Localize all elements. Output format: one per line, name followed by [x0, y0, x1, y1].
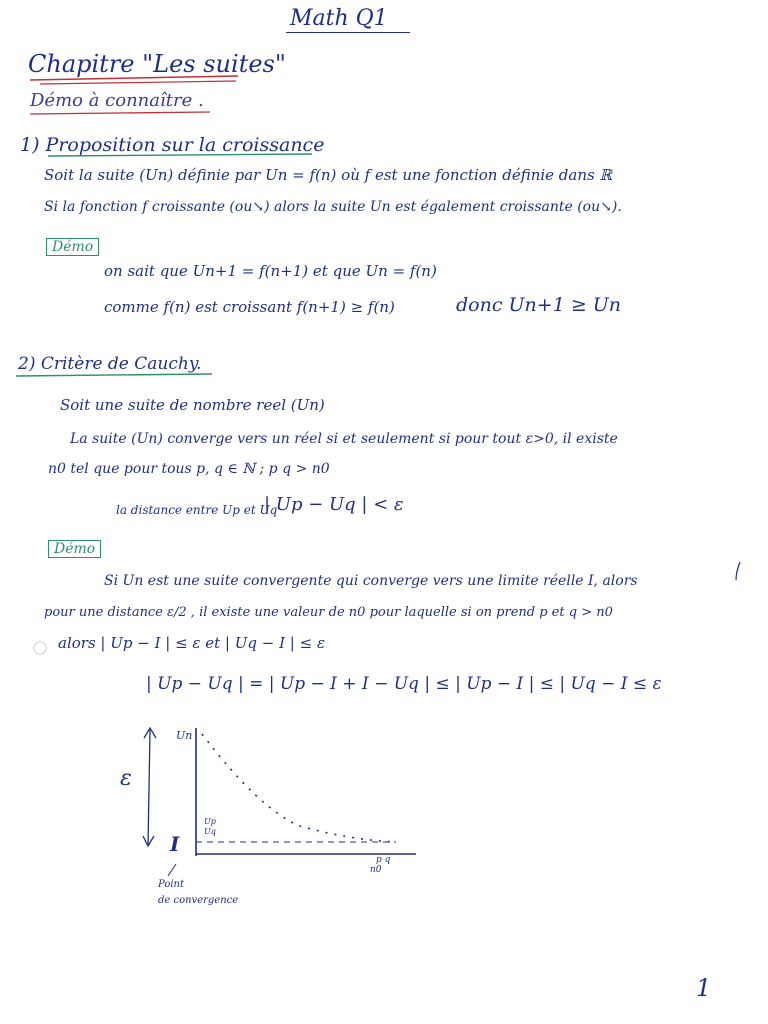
section2-line3: n0 tel que pour tous p, q ∈ ℕ ; p q > n0 — [48, 461, 330, 477]
section2-line4a: la distance entre Up et Uq — [116, 503, 278, 517]
section1-demo-label: Démo — [46, 238, 99, 256]
section1-line1: Soit la suite (Un) définie par Un = f(n) où f est une fonction définie dans ℝ — [44, 166, 612, 184]
graph-tick-label-up: Up — [204, 817, 216, 826]
graph-y-label: Un — [176, 729, 193, 742]
section2-demo-line3: alors | Up − I | ≤ ε et | Uq − I | ≤ ε — [58, 634, 325, 652]
graph-tick-label-uq: Uq — [204, 827, 216, 836]
section2-demo-line2: pour une distance ε/2 , il existe une valeur de n0 pour laquelle si on prend p et q > n0 — [44, 605, 613, 620]
chapter-heading: Chapitre "Les suites" — [28, 50, 286, 78]
section2-title: 2) Critère de Cauchy. — [18, 354, 202, 374]
graph-x-label-pq: p q — [376, 855, 391, 865]
graph-x-label-n0: n0 — [370, 865, 382, 875]
section2-line2: La suite (Un) converge vers un réel si et seulement si pour tout ε>0, il existe — [70, 431, 618, 447]
section2-underline — [16, 374, 212, 376]
section1-demo-line2a: comme f(n) est croissant f(n+1) ≥ f(n) — [104, 298, 395, 316]
graph-limit-note-2: de convergence — [158, 895, 239, 906]
section1-underline — [48, 154, 312, 156]
margin-mark — [736, 562, 740, 580]
section2-demo-line4: | Up − Uq | = | Up − I + I − Uq | ≤ | Up − I | ≤ | Uq − I ≤ ε — [146, 674, 662, 694]
chapter-underline-red — [30, 76, 238, 80]
graph-sequence-curve — [202, 734, 396, 842]
section1-line2: Si la fonction f croissante (ou↘) alors la suite Un est également croissante (ou↘). — [44, 199, 622, 215]
section1-demo-line1: on sait que Un+1 = f(n+1) et que Un = f(n) — [104, 262, 437, 280]
section2-demo-line1: Si Un est une suite convergente qui converge vers une limite réelle I, alors — [104, 573, 638, 589]
graph-limit-label: I — [170, 832, 180, 856]
page-number: 1 — [696, 974, 712, 1002]
demo-heading-underline — [30, 112, 210, 114]
page-title: Math Q1 — [286, 8, 410, 33]
graph-epsilon-label: ε — [120, 766, 132, 791]
graph-limit-arrow — [168, 864, 176, 876]
section2-demo-label: Démo — [48, 540, 101, 558]
graph-epsilon-arrow — [148, 730, 150, 846]
section2-line1: Soit une suite de nombre reel (Un) — [60, 396, 325, 414]
section1-demo-line2b: donc Un+1 ≥ Un — [456, 294, 622, 316]
chapter-underline-red-2 — [40, 81, 236, 84]
demo-heading: Démo à connaître . — [30, 90, 204, 111]
section1-title: 1) Proposition sur la croissance — [20, 134, 325, 156]
graph-limit-note-1: Point — [158, 879, 185, 890]
margin-hole — [34, 642, 46, 654]
section2-line4b: | Up − Uq | < ε — [264, 494, 404, 515]
